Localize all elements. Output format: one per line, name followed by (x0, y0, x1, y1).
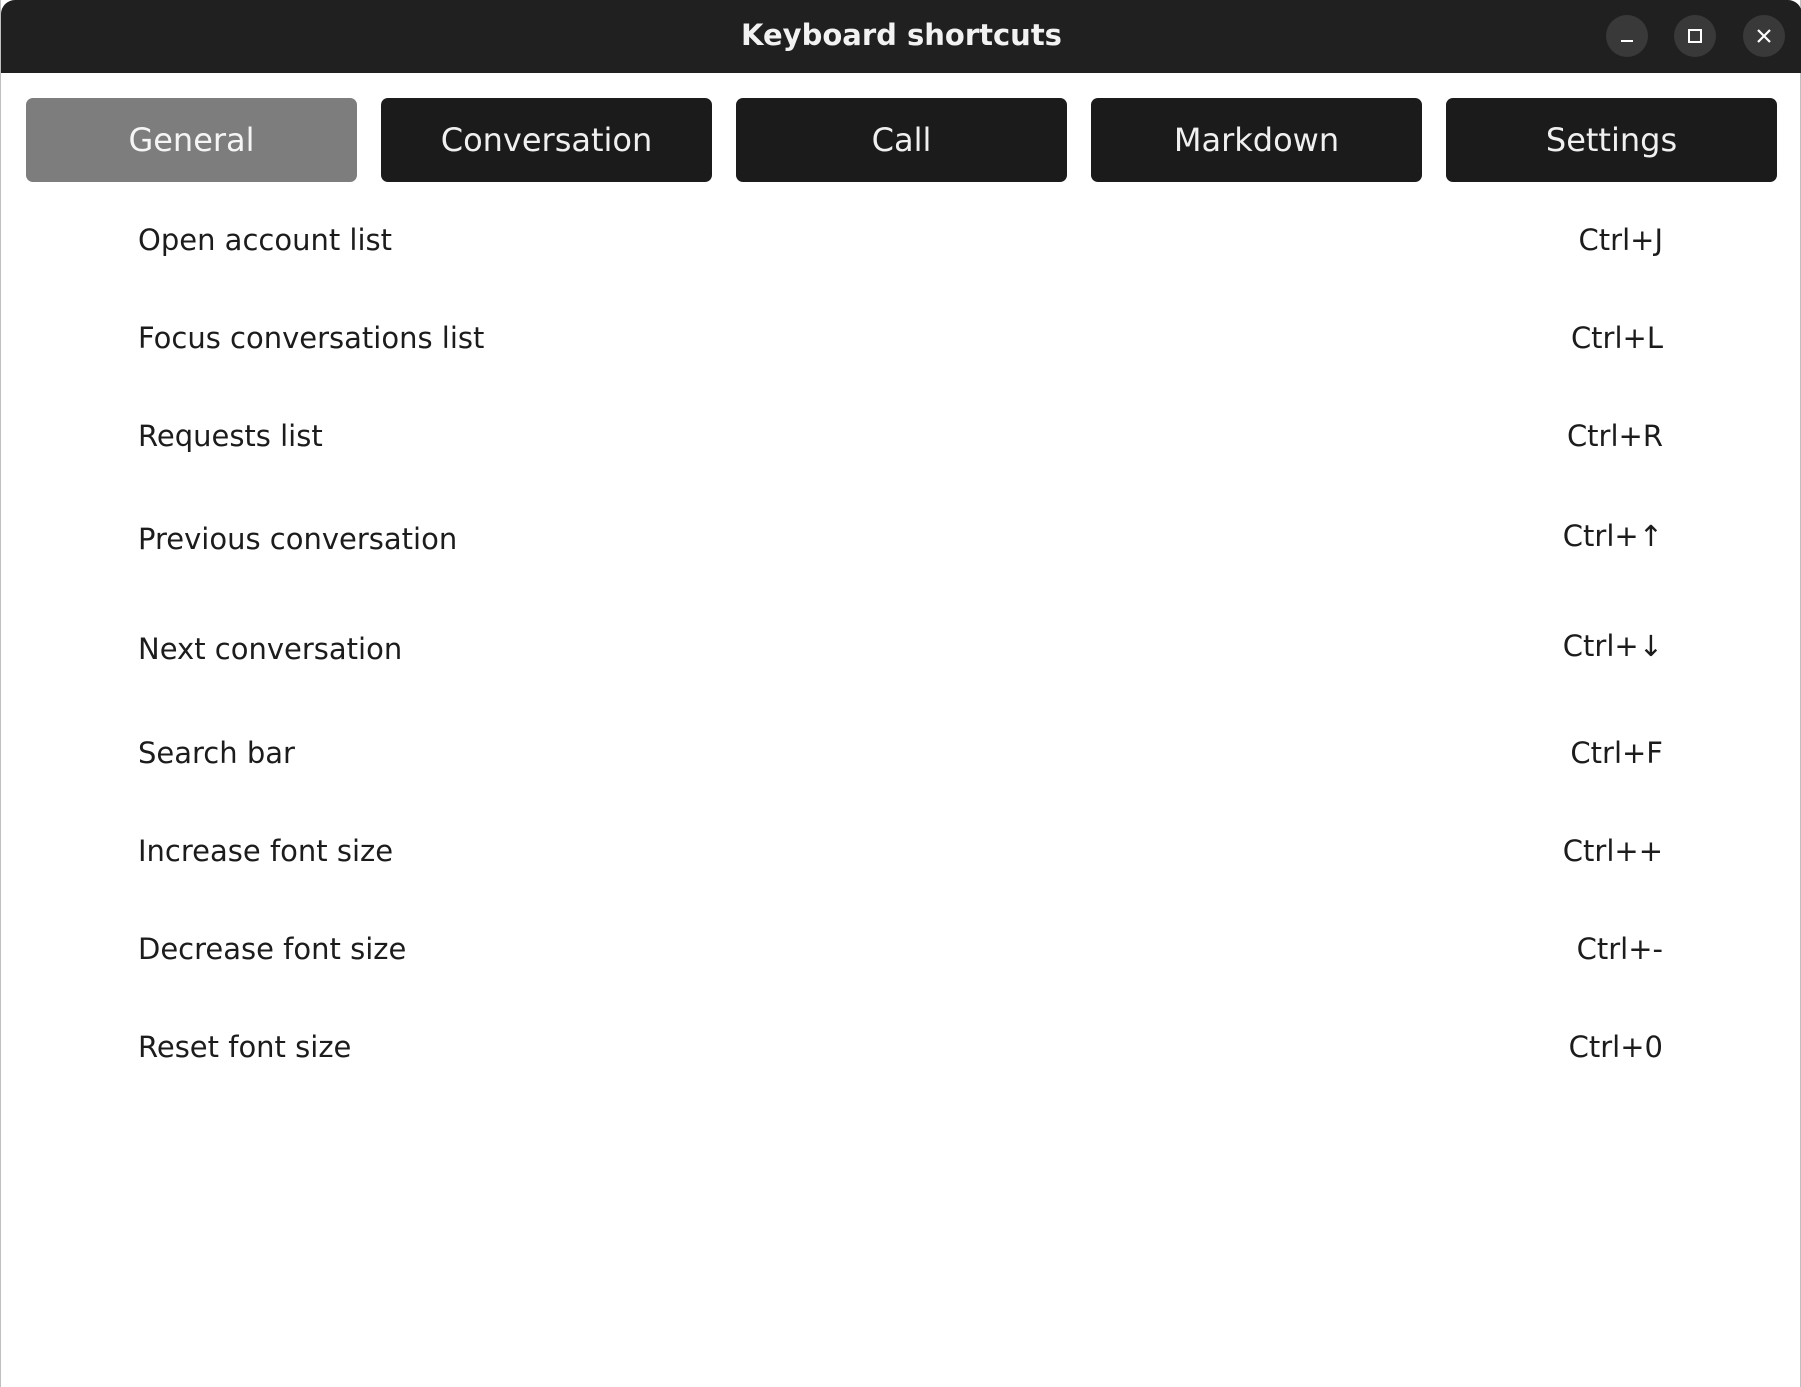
shortcut-action-label: Previous conversation (138, 522, 458, 556)
shortcut-row (138, 313, 1663, 363)
shortcut-action-label: Increase font size (138, 834, 394, 868)
shortcut-action-label: Reset font size (138, 1030, 352, 1064)
shortcut-list (1, 0, 1801, 1387)
shortcut-action-label: Search bar (138, 736, 295, 770)
shortcut-action-label: Focus conversations list (138, 321, 485, 355)
shortcut-row (138, 514, 1663, 564)
tab-call[interactable]: Call (736, 98, 1067, 182)
tab-conversation[interactable]: Conversation (381, 98, 712, 182)
tab-general[interactable]: General (26, 98, 357, 182)
shortcut-row (138, 411, 1663, 461)
shortcut-keys: Ctrl+F (1570, 736, 1663, 770)
shortcut-row (138, 924, 1663, 974)
shortcut-keys: Ctrl+↓ (1562, 629, 1663, 663)
tab-settings[interactable]: Settings (1446, 98, 1777, 182)
shortcut-row (138, 728, 1663, 778)
shortcut-row (138, 1022, 1663, 1072)
shortcut-keys: Ctrl++ (1562, 834, 1663, 868)
shortcut-action-label: Open account list (138, 223, 393, 257)
shortcut-keys: Ctrl+- (1576, 932, 1663, 966)
shortcut-keys: Ctrl+L (1570, 321, 1663, 355)
shortcut-row (138, 826, 1663, 876)
shortcut-keys: Ctrl+↑ (1562, 519, 1663, 553)
window-title: Keyboard shortcuts (741, 18, 1062, 52)
shortcut-row (138, 624, 1663, 674)
shortcut-keys: Ctrl+R (1566, 419, 1663, 453)
shortcut-row (138, 215, 1663, 265)
shortcut-keys: Ctrl+0 (1568, 1030, 1663, 1064)
tab-markdown[interactable]: Markdown (1091, 98, 1422, 182)
shortcut-action-label: Next conversation (138, 632, 403, 666)
shortcut-action-label: Decrease font size (138, 932, 407, 966)
shortcut-action-label: Requests list (138, 419, 323, 453)
shortcut-keys: Ctrl+J (1578, 223, 1663, 257)
